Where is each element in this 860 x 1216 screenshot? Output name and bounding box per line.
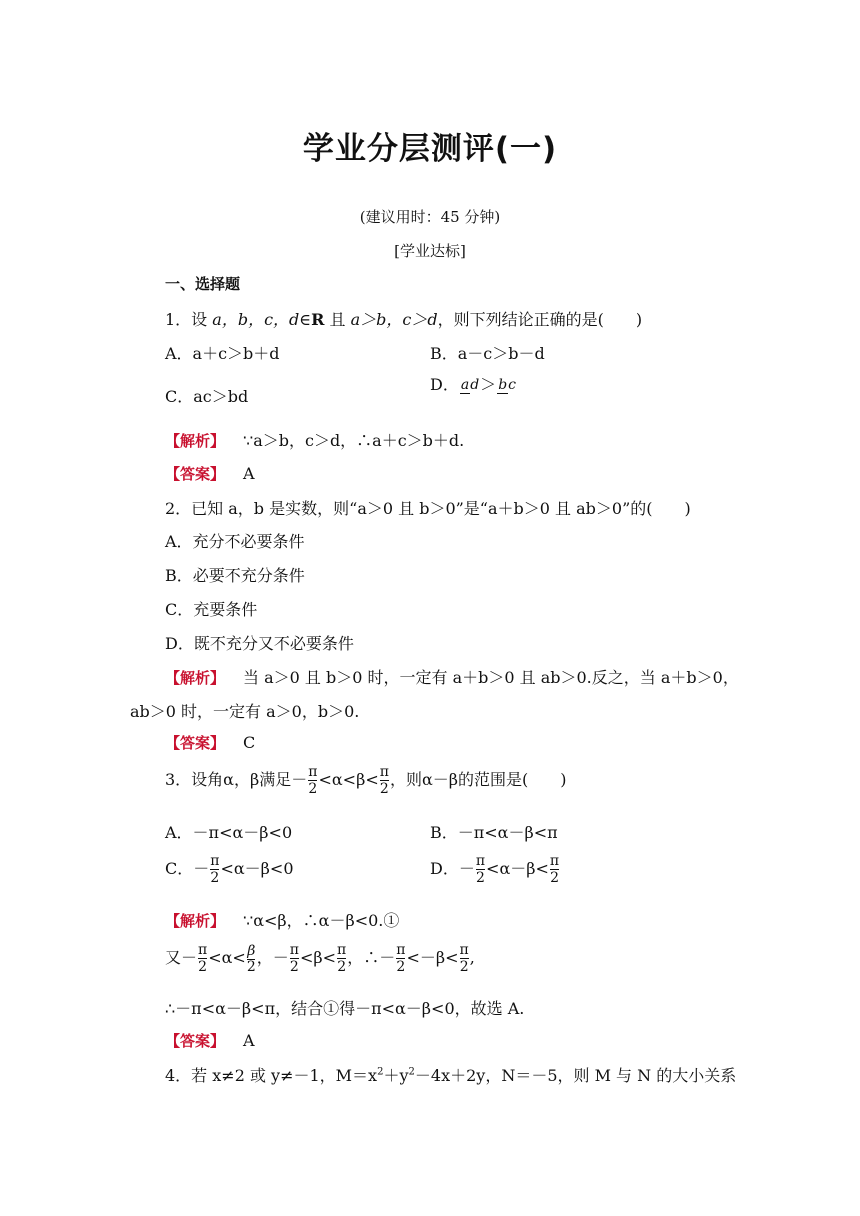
q3-analysis-line2: 又－ $\frac{\pi}{2}$ $<\alpha<\frac{\beta}{2}$ ，－ $\frac{\pi}{2}$ <β< $\frac{\pi}{2}$ ，∴－ $\frac{\pi}{2}$ <－β< $\frac{\pi}{2}$ , xyxy=(165,942,475,976)
q2-analysis-cont: ab＞0 时，一定有 a＞0，b＞0. xyxy=(130,702,360,721)
fraction: $\frac{\pi}{2}$ xyxy=(549,853,560,887)
q1-answer: 【答案】 A xyxy=(165,464,255,483)
q4-stem: 4．若 x≠2 或 y≠－1，$M=x^2+y^2-4x+2y$，N＝－5，则 M 与 N 的大小关系 xyxy=(165,1066,737,1085)
fraction: $\frac{\beta}{2}$ xyxy=(246,942,256,975)
fraction: bc xyxy=(498,377,516,394)
q1-option-a: A．a＋c＞b＋d xyxy=(165,344,280,363)
q1-stem: 1．设 a，b，c，d∈R 且 a＞b，c＞d，则下列结论正确的是( ) xyxy=(165,310,643,329)
q2-stem: 2．已知 a，b 是实数，则“a＞0 且 b＞0”是“a＋b＞0 且 ab＞0”的( ) xyxy=(165,499,691,518)
fraction: $\frac{\pi}{2}$ xyxy=(396,942,406,976)
q3-option-d: D．－ $\frac{\pi}{2}$ <α－β< $\frac{\pi}{2}$ xyxy=(430,853,560,887)
q2-option-b: B．必要不充分条件 xyxy=(165,566,305,585)
q3-answer: 【答案】 A xyxy=(165,1031,255,1050)
fraction: $\frac{\pi}{2}$ xyxy=(308,764,318,798)
q2-option-a: A．充分不必要条件 xyxy=(165,532,305,551)
fraction: $\frac{\pi}{2}$ xyxy=(289,942,299,976)
q2-analysis: 【解析】 当 a＞0 且 b＞0 时，一定有 a＋b＞0 且 ab＞0.反之，当 a＋b＞0， xyxy=(165,668,739,687)
q3-option-a: A．－π<α－β<0 xyxy=(165,823,293,842)
q2-option-d: D．既不充分又不必要条件 xyxy=(165,634,354,653)
fraction: $\frac{\pi}{2}$ xyxy=(210,853,220,887)
time-note: (建议用时：45 分钟) xyxy=(359,208,501,226)
fraction: $\frac{\pi}{2}$ xyxy=(198,942,208,976)
q3-option-b: B．－π<α－β<π xyxy=(430,823,558,842)
q1-option-c: C．ac＞bd xyxy=(165,387,249,406)
section-label: [学业达标] xyxy=(394,242,466,260)
q3-analysis: 【解析】 ∵α<β，∴α－β<0.① xyxy=(165,911,400,930)
fraction: $\frac{\pi}{2}$ xyxy=(459,942,469,976)
fraction: $\frac{\pi}{2}$ xyxy=(337,942,347,976)
q1-option-d: D． ad＞ bc xyxy=(430,375,516,394)
fraction: $\frac{\pi}{2}$ xyxy=(475,853,486,887)
q2-answer: 【答案】 C xyxy=(165,733,256,752)
fraction: ad xyxy=(460,377,480,394)
part-heading: 一、选择题 xyxy=(165,275,241,293)
q3-analysis-line3: ∴－π<α－β<π，结合①得－π<α－β<0，故选 A. xyxy=(165,999,525,1018)
fraction: $\frac{\pi}{2}$ xyxy=(379,764,389,798)
page-title: 学业分层测评(一) xyxy=(302,131,558,167)
q3-stem: 3．设角α，β满足－ $\frac{\pi}{2}$ <α<β< $\frac{\pi}{2}$ ，则α－β的范围是( ) xyxy=(165,764,567,798)
q1-option-b: B．a－c＞b－d xyxy=(430,344,545,363)
q1-analysis: 【解析】 ∵a＞b，c＞d，∴a＋c＞b＋d. xyxy=(165,431,465,450)
q3-option-c: C．－ $\frac{\pi}{2}$ <α－β<0 xyxy=(165,853,294,887)
q2-option-c: C．充要条件 xyxy=(165,600,258,619)
